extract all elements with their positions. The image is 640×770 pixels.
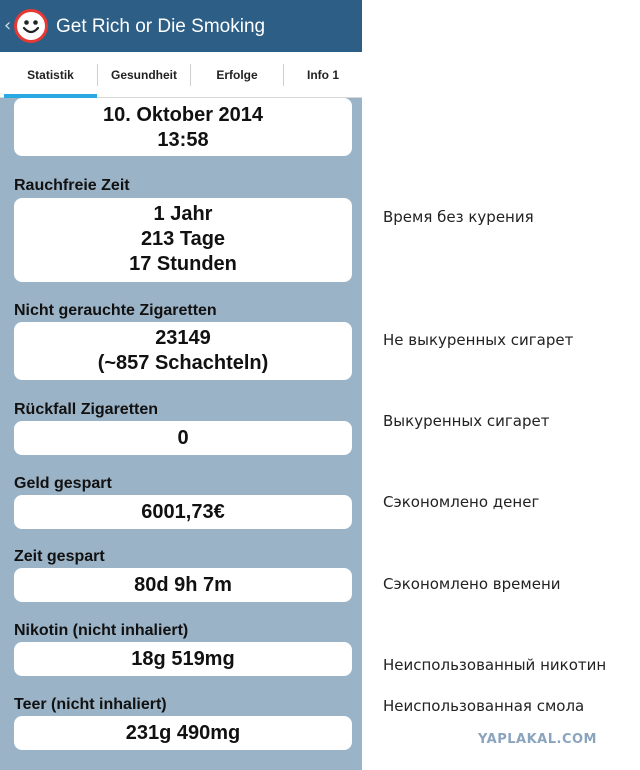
- watermark: YAPLAKAL.COM: [478, 732, 597, 747]
- time-saved-label: Zeit gespart: [14, 548, 105, 565]
- nicotine-label: Nikotin (nicht inhaliert): [14, 622, 189, 639]
- not-smoked-count: 23149: [155, 327, 211, 349]
- tab-bar: [0, 52, 362, 98]
- time-saved-card: [14, 568, 352, 602]
- tar-label: Teer (nicht inhaliert): [14, 696, 167, 713]
- smoke-free-days: 213 Tage: [140, 228, 226, 250]
- money-saved-label: Geld gespart: [14, 475, 112, 492]
- money-saved-value: 6001,73€: [141, 501, 225, 523]
- nicotine-value: 18g 519mg: [131, 648, 235, 670]
- nicotine-card: [14, 642, 352, 676]
- quit-time: 13:58: [157, 129, 209, 151]
- smiley-face-icon[interactable]: [14, 9, 48, 43]
- translation-smoke-free: Время без курения: [383, 208, 534, 226]
- smoke-free-label: Rauchfreie Zeit: [14, 177, 130, 194]
- app-bar: [0, 0, 362, 52]
- tab-info-1[interactable]: Info 1: [307, 68, 339, 82]
- tar-card: [14, 716, 352, 750]
- smoke-free-hours: 17 Stunden: [129, 253, 237, 275]
- relapse-value: 0: [177, 427, 189, 449]
- back-chevron-icon[interactable]: ‹: [4, 15, 12, 36]
- money-saved-card: [14, 495, 352, 529]
- translation-nicotine: Неиспользованный никотин: [383, 656, 607, 674]
- translation-tar: Неиспользованная смола: [383, 697, 585, 715]
- relapse-card: [14, 421, 352, 455]
- tab-statistik[interactable]: Statistik: [27, 68, 74, 82]
- app-title: Get Rich or Die Smoking: [56, 16, 266, 37]
- translation-time-saved: Сэкономлено времени: [383, 575, 561, 593]
- smoke-free-card: [14, 198, 352, 282]
- tab-gesundheit[interactable]: Gesundheit: [110, 68, 177, 82]
- not-smoked-label: Nicht gerauchte Zigaretten: [14, 302, 217, 319]
- time-saved-value: 80d 9h 7m: [134, 574, 232, 596]
- not-smoked-card: [14, 322, 352, 380]
- tar-value: 231g 490mg: [125, 722, 241, 744]
- translation-money-saved: Сэкономлено денег: [383, 493, 540, 511]
- translation-not-smoked: Не выкуренных сигарет: [383, 331, 574, 349]
- smoke-free-years: 1 Jahr: [153, 203, 213, 225]
- not-smoked-packs: (~857 Schachteln): [97, 352, 269, 374]
- quit-date-card: [14, 98, 352, 156]
- translation-relapse: Выкуренных сигарет: [383, 412, 550, 430]
- tab-erfolge[interactable]: Erfolge: [216, 68, 258, 82]
- quit-date: 10. Oktober 2014: [102, 104, 264, 126]
- relapse-label: Rückfall Zigaretten: [14, 401, 159, 418]
